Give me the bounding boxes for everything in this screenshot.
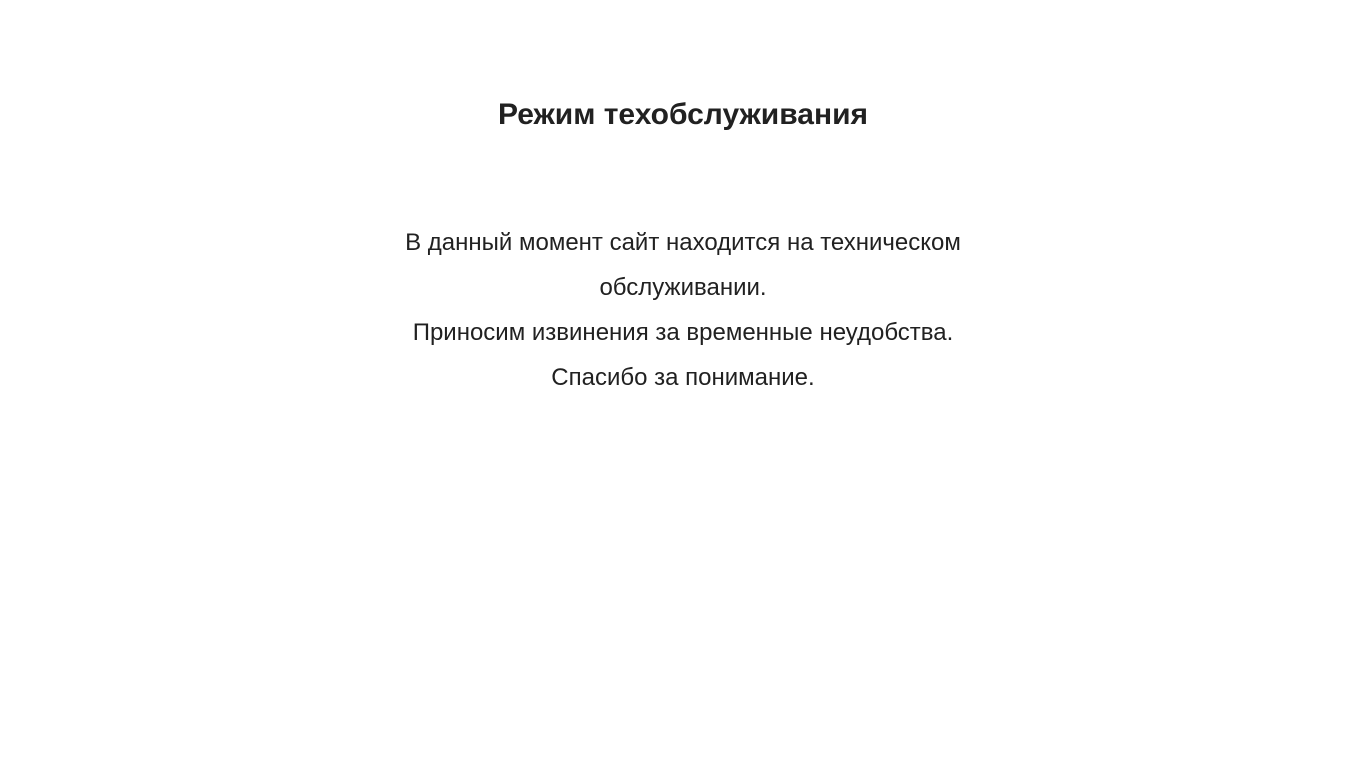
message-line-maintenance: В данный момент сайт находится на техническом обслуживании.	[405, 229, 961, 301]
message-line-apology: Приносим извинения за временные неудобства.	[412, 319, 954, 346]
page-title: Режим техобслуживания	[497, 98, 869, 131]
message-line-thanks: Спасибо за понимание.	[551, 364, 815, 391]
maintenance-message	[400, 220, 966, 400]
